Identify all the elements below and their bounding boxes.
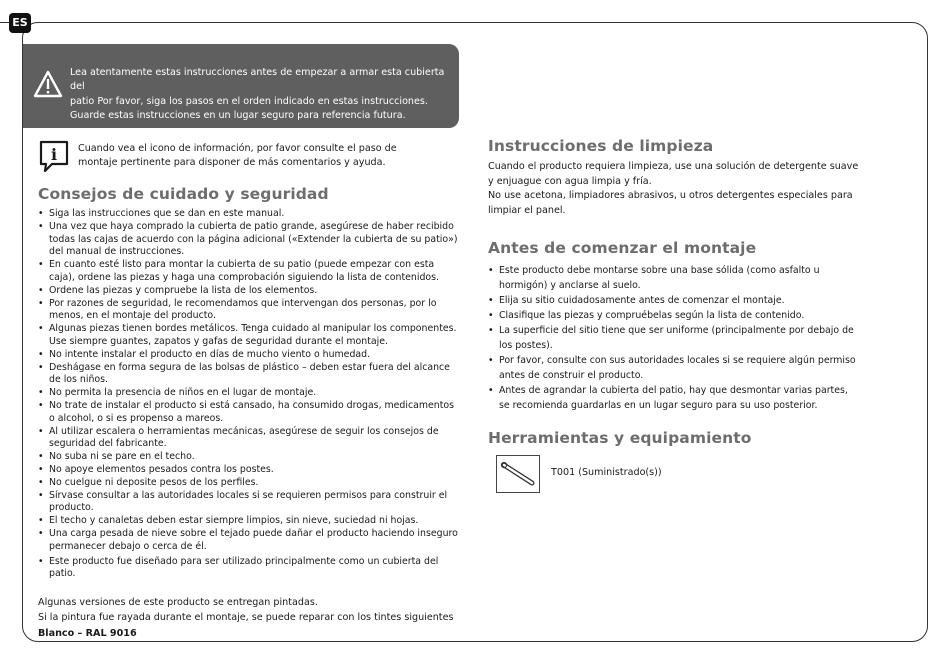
warning-line: Guarde estas instrucciones en un lugar seguro para referencia futura.	[70, 109, 406, 121]
list-item: • Sírvase consultar a las autoridades locales si se requieren permisos para construir el producto.	[38, 490, 458, 516]
list-item: • Siga las instrucciones que se dan en este manual.	[38, 208, 458, 221]
list-item: • No permita la presencia de niños en el lugar de montaje.	[38, 387, 458, 400]
info-line: montaje pertinente para disponer de más comentarios y ayuda.	[78, 157, 386, 169]
info-text	[78, 142, 397, 171]
before-heading: Antes de comenzar el montaje	[488, 239, 757, 257]
list-item: • Elija su sitio cuidadosamente antes de comenzar el montaje.	[488, 293, 860, 308]
cleaning-text	[488, 160, 918, 218]
list-item: • Clasifique las piezas y compruébelas según la lista de contenido.	[488, 308, 860, 323]
warning-line: Lea atentamente estas instrucciones antes de empezar a armar esta cubierta del	[70, 67, 445, 93]
list-item: • Deshágase en forma segura de las bolsas de plástico – deben estar fuera del alcance de los niños.	[38, 362, 458, 388]
warning-line: patio Por favor, siga los pasos en el orden indicado en estas instrucciones.	[70, 95, 428, 107]
list-item: • Al utilizar escalera o herramientas mecánicas, asegúrese de seguir los consejos de seguridad del fabricante.	[38, 426, 458, 452]
list-item: • Algunas piezas tienen bordes metálicos. Tenga cuidado al manipular los componentes. Use siempre guantes, zapatos y gafas de seguridad durante el montaje.	[38, 323, 458, 349]
cleaning-line: No use acetona, limpiadores abrasivos, u otros detergentes especiales para	[488, 190, 853, 202]
info-line: Cuando vea el icono de información, por favor consulte el paso de	[78, 143, 397, 154]
list-item: • La superficie del sitio tiene que ser uniforme (principalmente por debajo de los postes).	[488, 323, 860, 353]
tool-label: T001 (Suministrado(s))	[551, 467, 662, 478]
list-item: • No suba ni se pare en el techo.	[38, 451, 458, 464]
cleaning-line: limpiar el panel.	[488, 204, 566, 216]
warning-icon	[33, 70, 63, 98]
tool-box	[496, 455, 540, 493]
list-item: • Una vez que haya comprado la cubierta de patio grande, asegúrese de haber recibido todas las cajas de acuerdo con la página adicional («Extender la cubierta de su patio») del manual de instrucciones.	[38, 221, 458, 259]
tools-heading: Herramientas y equipamiento	[488, 429, 752, 447]
rod-tool-icon	[500, 459, 536, 489]
paint-note-2: Si la pintura fue rayada durante el montaje, se puede reparar con los tintes siguientes	[38, 612, 454, 623]
paint-color: Blanco – RAL 9016	[38, 628, 137, 639]
care-heading: Consejos de cuidado y seguridad	[38, 185, 329, 203]
list-item: • Este producto debe montarse sobre una base sólida (como asfalto u hormigón) y anclarse al suelo.	[488, 263, 860, 293]
list-item: • No intente instalar el producto en días de mucho viento o humedad.	[38, 349, 458, 362]
list-item: • Una carga pesada de nieve sobre el tejado puede dañar el producto haciendo inseguro permanecer debajo o cerca de él.	[38, 528, 458, 554]
info-note	[38, 140, 458, 178]
care-list	[38, 208, 458, 581]
warning-banner	[23, 44, 459, 128]
list-item: • No cuelgue ni deposite pesos de los perfiles.	[38, 477, 458, 490]
before-list	[488, 263, 860, 413]
list-item: • Este producto fue diseñado para ser utilizado principalmente como un cubierta del patio.	[38, 556, 458, 582]
list-item: • Por razones de seguridad, le recomendamos que intervengan dos personas, por lo menos, en el montaje del producto.	[38, 298, 458, 324]
list-item: • El techo y canaletas deben estar siempre limpios, sin nieve, suciedad ni hojas.	[38, 515, 458, 528]
info-icon	[38, 140, 70, 174]
list-item: • Ordene las piezas y compruebe la lista de los elementos.	[38, 285, 458, 298]
cleaning-line: y enjuague con agua limpia y fría.	[488, 175, 652, 187]
cleaning-line: Cuando el producto requiera limpieza, use una solución de detergente suave	[488, 161, 859, 172]
warning-text	[70, 66, 454, 123]
list-item: • En cuanto esté listo para montar la cubierta de su patio (puede empezar con esta caja), ordene las piezas y haga una comprobación siguiendo la lista de contenidos.	[38, 259, 458, 285]
cleaning-heading: Instrucciones de limpieza	[488, 137, 714, 155]
language-badge: ES	[9, 13, 31, 33]
list-item: • No trate de instalar el producto si está cansado, ha consumido drogas, medicamentos o alcohol, o si es propenso a mareos.	[38, 400, 458, 426]
list-item: • Por favor, consulte con sus autoridades locales si se requiere algún permiso antes de construir el producto.	[488, 353, 860, 383]
svg-text:i: i	[50, 145, 58, 164]
paint-note-1: Algunas versiones de este producto se entregan pintadas.	[38, 597, 318, 608]
list-item: • Antes de agrandar la cubierta del patio, hay que desmontar varias partes, se recomienda guardarlas en un lugar seguro para su uso posterior.	[488, 383, 860, 413]
list-item: • No apoye elementos pesados contra los postes.	[38, 464, 458, 477]
